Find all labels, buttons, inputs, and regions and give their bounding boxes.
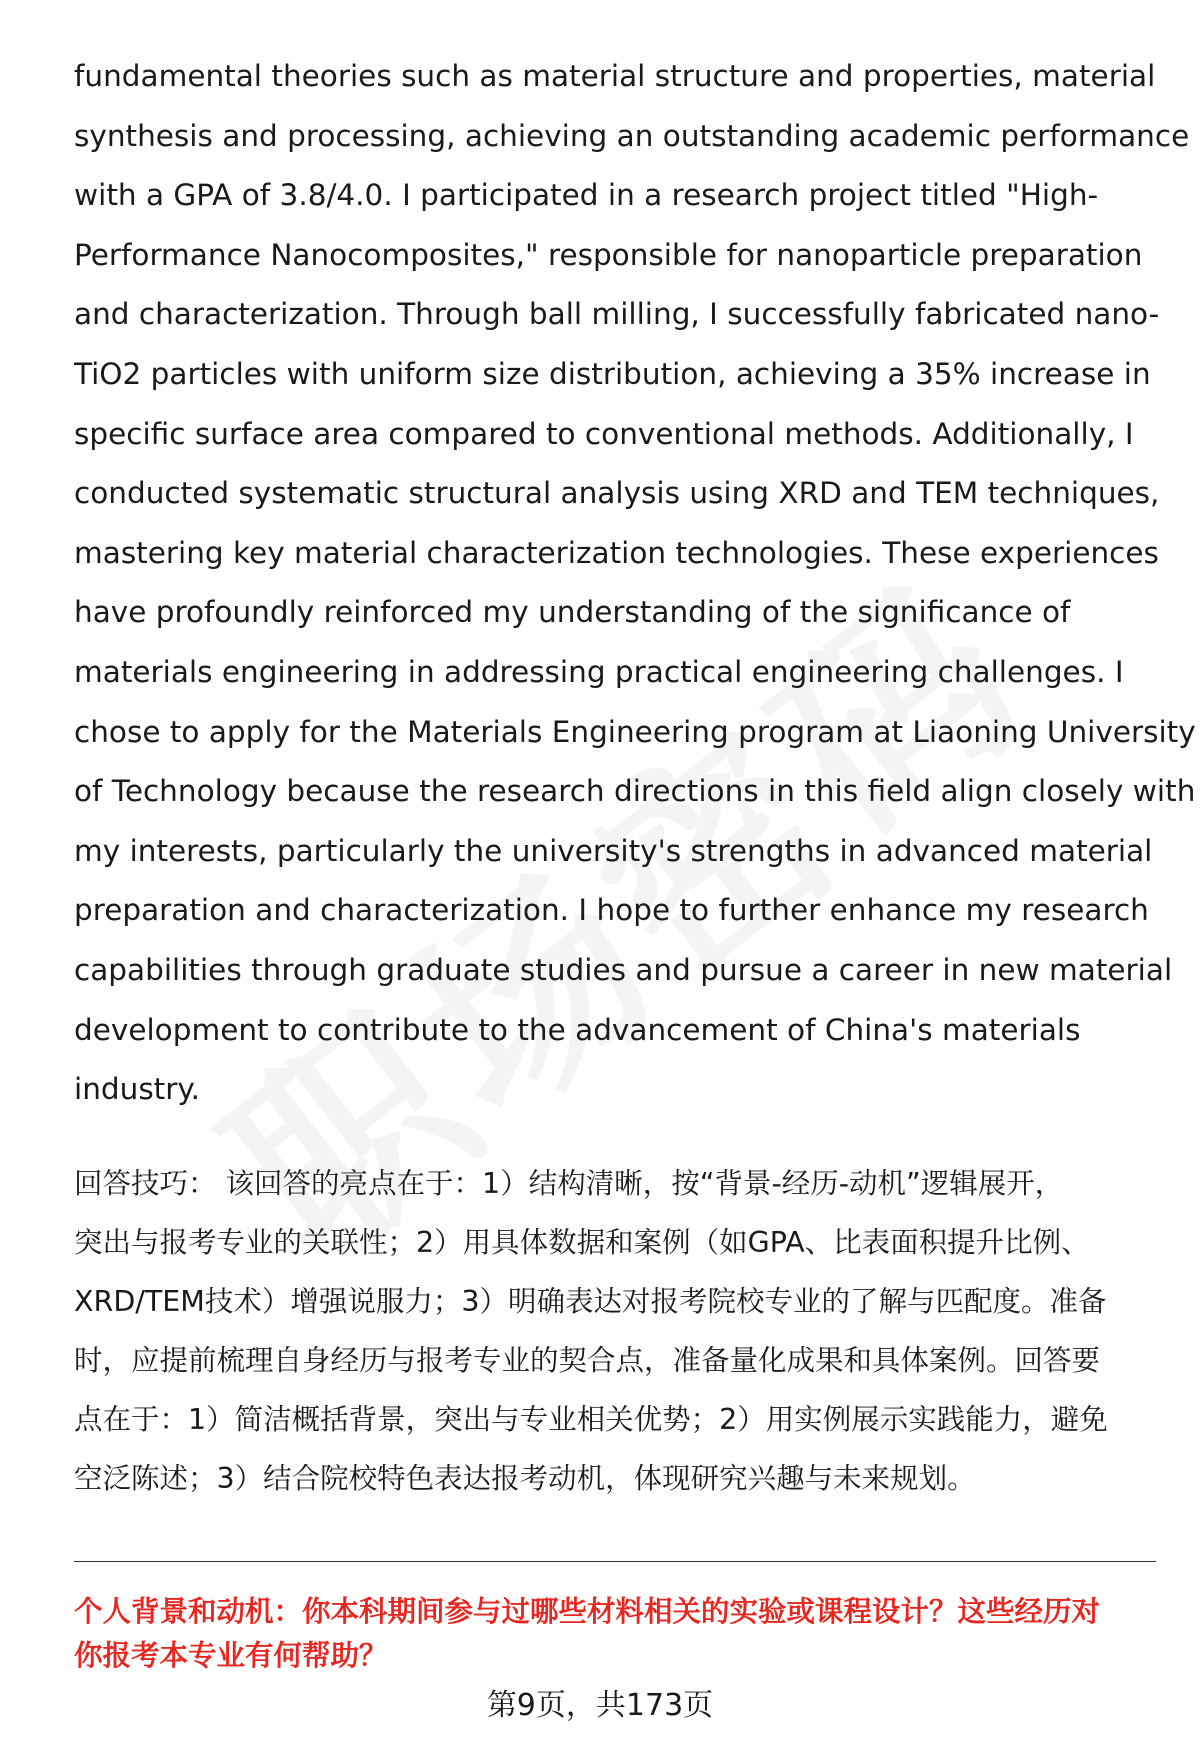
question-line: 个人背景和动机：你本科期间参与过哪些材料相关的实验或课程设计？这些经历对	[74, 1595, 1101, 1628]
tips-line: 空泛陈述；3）结合院校特色表达报考动机，体现研究兴趣与未来规划。	[74, 1462, 976, 1495]
tips-line: 时，应提前梳理自身经历与报考专业的契合点，准备量化成果和具体案例。回答要	[74, 1344, 1101, 1377]
tips-line: XRD/TEM技术）增强说服力；3）明确表达对报考院校专业的了解与匹配度。准备	[74, 1285, 1107, 1318]
answer-line: conducted systematic structural analysis using XRD and TEM techniques,	[74, 476, 1160, 511]
answer-line: industry.	[74, 1072, 201, 1107]
answer-line: mastering key material characterization technologies. These experiences	[74, 535, 1159, 570]
answer-line: with a GPA of 3.8/4.0. I participated in a research project titled "High-	[74, 178, 1099, 213]
answer-line: synthesis and processing, achieving an outstanding academic performance	[74, 118, 1190, 153]
answer-line: specific surface area compared to conventional methods. Additionally, I	[74, 416, 1134, 451]
section-divider	[74, 1561, 1156, 1562]
tips-line: 突出与报考专业的关联性；2）用具体数据和案例（如GPA、比表面积提升比例、	[74, 1226, 1090, 1259]
question-heading	[74, 1590, 1164, 1678]
answer-line: capabilities through graduate studies and pursue a career in new material	[74, 952, 1173, 987]
answer-line: TiO2 particles with uniform size distribution, achieving a 35% increase in	[74, 356, 1151, 391]
answer-paragraph	[74, 47, 1196, 1120]
tips-line: 回答技巧： 该回答的亮点在于：1）结构清晰，按“背景-经历-动机”逻辑展开，	[74, 1167, 1064, 1200]
answer-line: of Technology because the research directions in this field align closely with	[74, 774, 1196, 809]
answer-tips	[74, 1154, 1174, 1508]
question-line: 你报考本专业有何帮助？	[74, 1639, 388, 1672]
answer-line: development to contribute to the advancement of China's materials	[74, 1012, 1081, 1047]
answer-line: and characterization. Through ball milling, I successfully fabricated nano-	[74, 297, 1160, 332]
page-number: 第9页，共173页	[486, 1688, 714, 1723]
answer-line: chose to apply for the Materials Engineering program at Liaoning University	[74, 714, 1196, 749]
tips-line: 点在于：1）简洁概括背景，突出与专业相关优势；2）用实例展示实践能力，避免	[74, 1403, 1108, 1436]
answer-line: preparation and characterization. I hope to further enhance my research	[74, 893, 1149, 928]
answer-line: materials engineering in addressing practical engineering challenges. I	[74, 654, 1124, 689]
answer-line: Performance Nanocomposites," responsible for nanoparticle preparation	[74, 237, 1143, 272]
answer-line: have profoundly reinforced my understanding of the significance of	[74, 595, 1071, 630]
answer-line: fundamental theories such as material structure and properties, material	[74, 59, 1156, 93]
answer-line: my interests, particularly the university's strengths in advanced material	[74, 833, 1153, 868]
